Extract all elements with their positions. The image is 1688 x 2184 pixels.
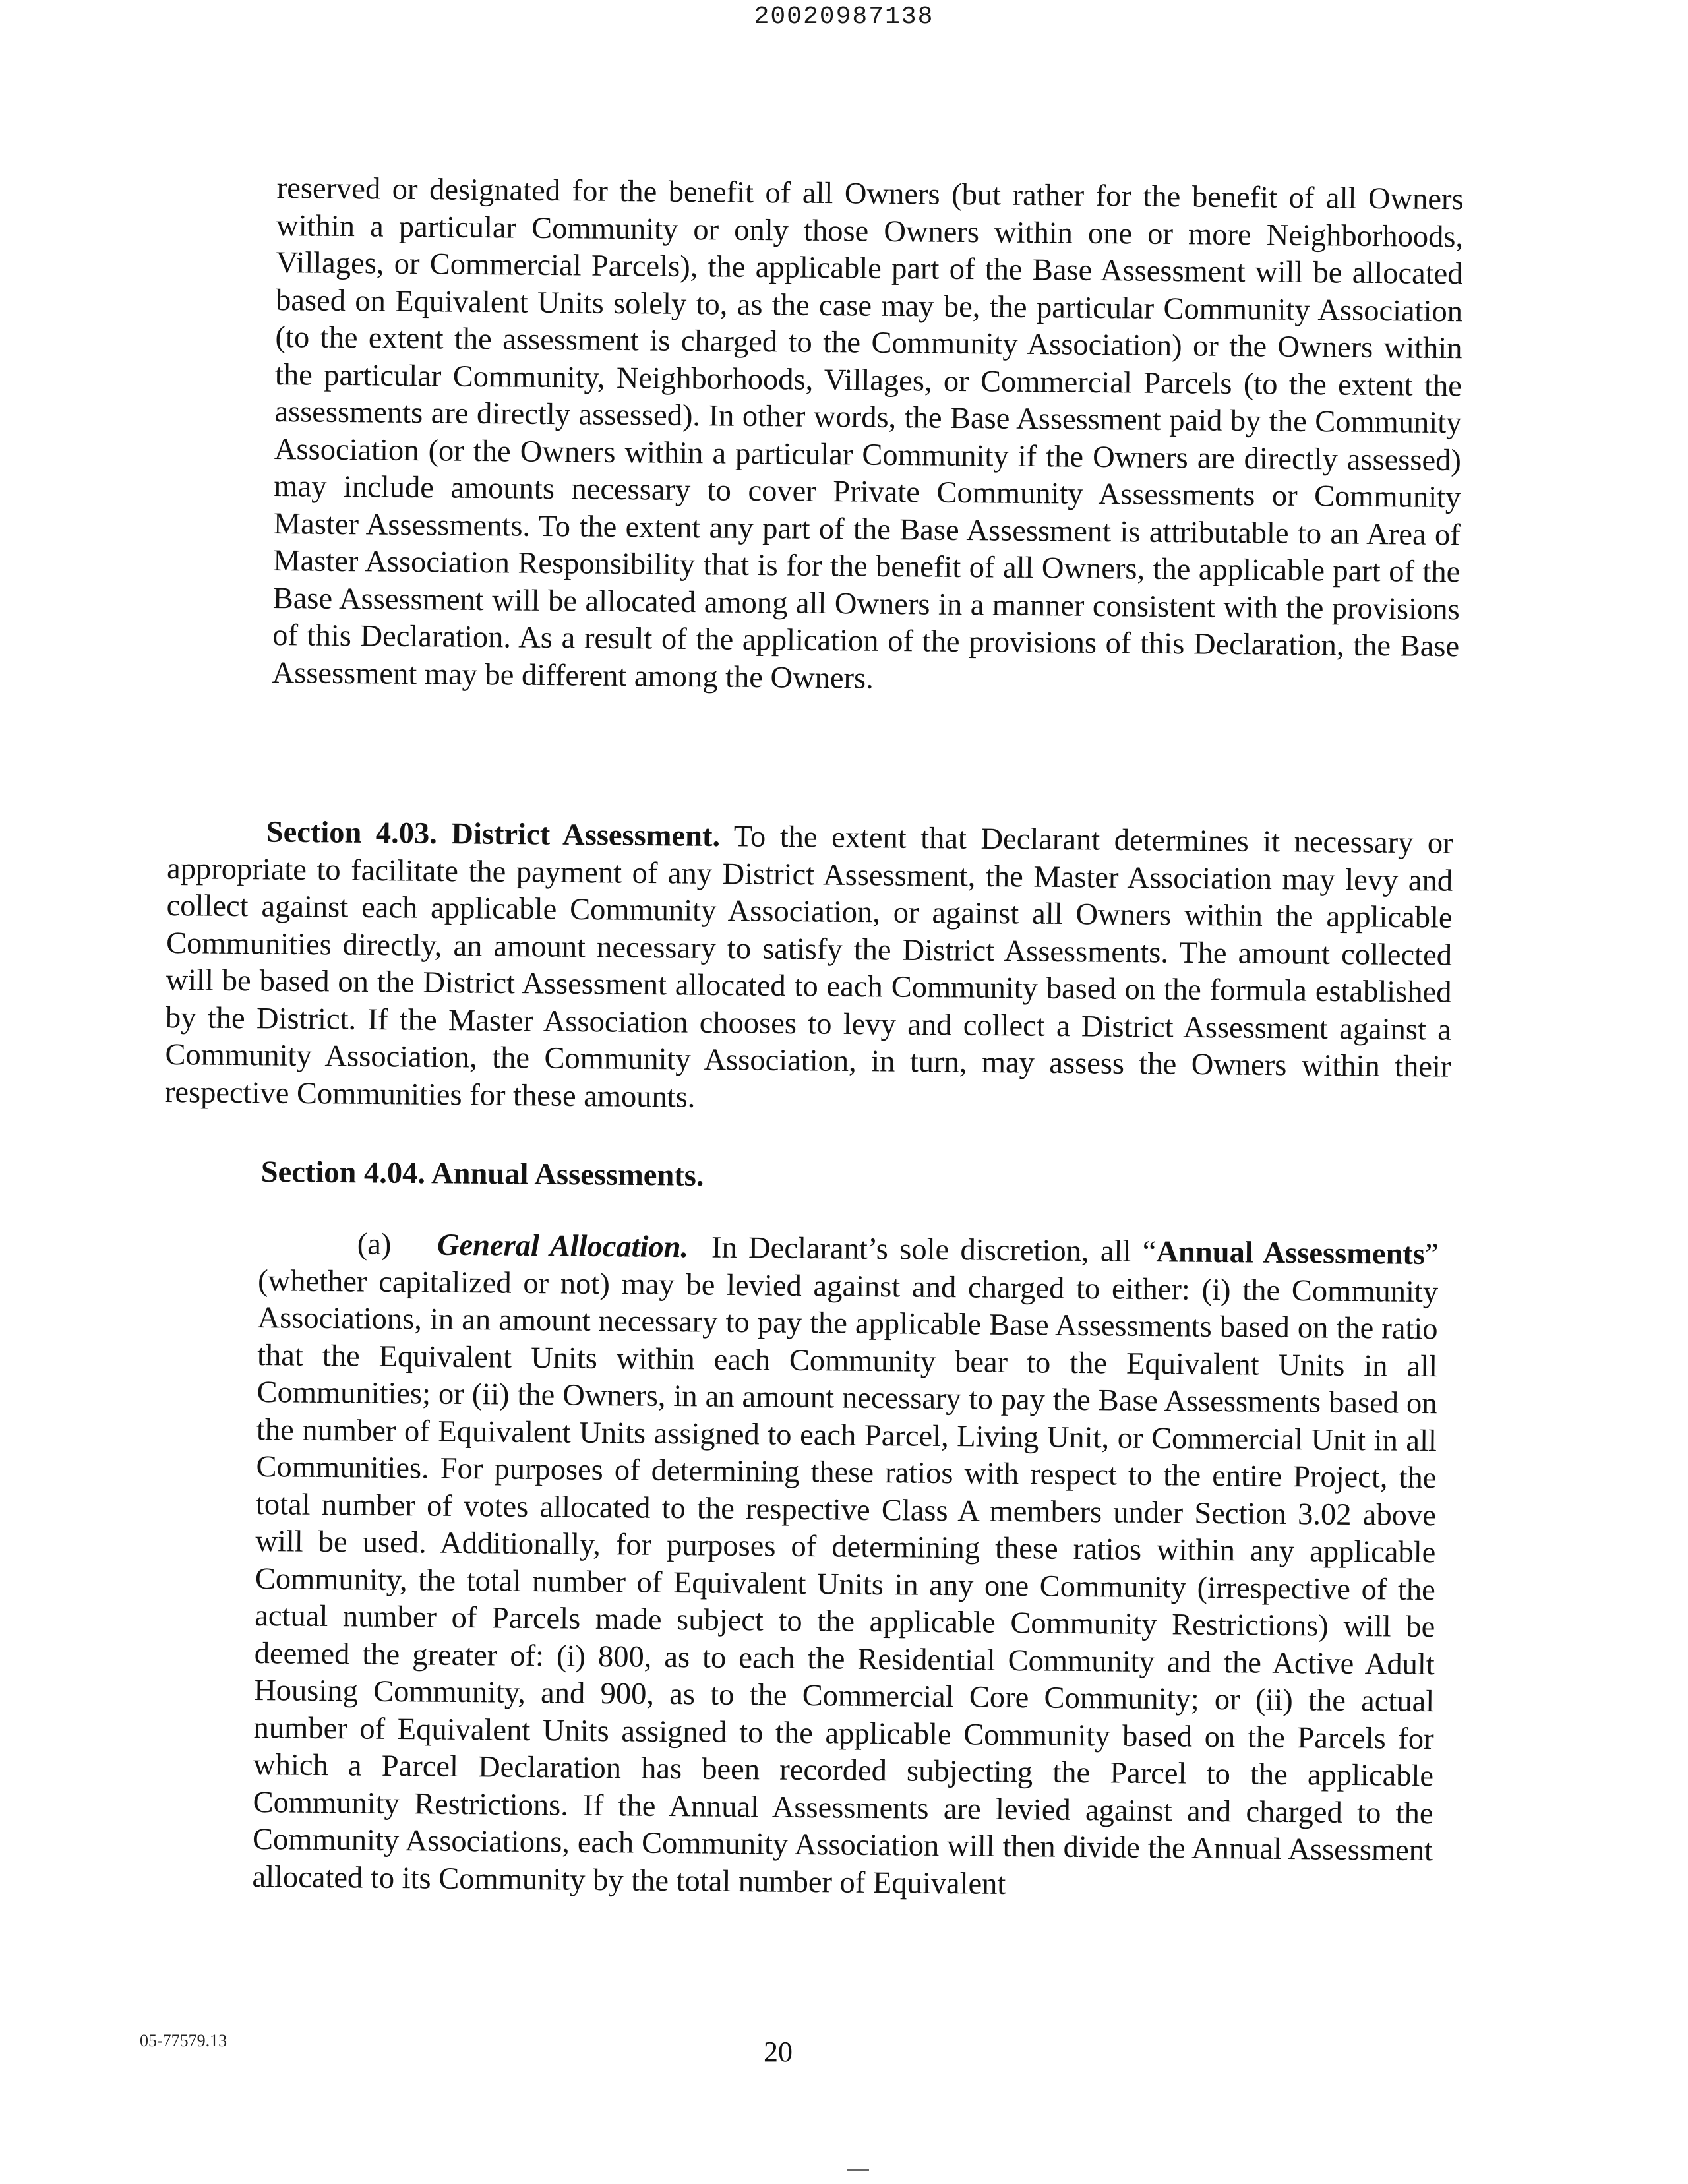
page-number: 20 xyxy=(764,2036,793,2068)
annual-assessments-term: Annual Assessments xyxy=(1156,1235,1426,1271)
section-4-03-paragraph xyxy=(165,813,1453,1124)
scan-mark xyxy=(847,2169,869,2171)
subsection-a-text-2: ” (whether capitalized or not) may be levied against and charged to either: (i) the Community Associations, in an amount necessary to pay the applicable Base Assessments based on the ratio that the Equivalent Units within each Community bear to the Equivalent Units in all Communities; or (ii) the Owners, in an amount necessary to pay the Base Assessments based on the number of Equivalent Units assigned to each Parcel, Living Unit, or Commercial Unit in all Communities. For purposes of determining these ratios with respect to the entire Project, the total number of votes allocated to the respective Class A members under Section 3.02 above will be used. Additionally, for purposes of determining these ratios within any applicable Community, the total number of Equivalent Units in any one Community (irrespective of the actual number of Parcels made subject to the applicable Community Restrictions) will be deemed the greater of: (i) 800, as to each the Residential Community and the Active Adult Housing Community, and 900, as to the Commercial Core Community; or (ii) the actual number of Equivalent Units assigned to the applicable Community based on the Parcels for which a Parcel Declaration has been recorded subjecting the Parcel to the applicable Community Restrictions. If the Annual Assessments are levied against and charged to the Community Associations, each Community Association will then divide the Annual Assessment allocated to its Community by the total number of Equivalent xyxy=(252,1237,1439,1901)
paragraph-base-assessment-continued: reserved or designated for the benefit of all Owners (but rather for the benefit of all Owners within a particular Community or only those Owners within one or more Neighborhoods, Villages, or Commercial Parcels), the applicable part of the Base Assessment will be allocated based on Equivalent Units solely to, as the case may be, the particular Community Association (to the extent the assessment is charged to the Community Association) or the Owners within the particular Community, Neighborhoods, Villages, or Commercial Parcels (to the extent the assessments are directly assessed). In other words, the Base Assessment paid by the Community Association (or the Owners within a particular Community if the Owners are directly assessed) may include amounts necessary to cover Private Community Assessments or Community Master Assessments. To the extent any part of the Base Assessment is attributable to an Area of Master Association Responsibility that is for the benefit of all Owners, the applicable part of the Base Assessment will be allocated among all Owners in a manner consistent with the provisions of this Declaration. As a result of the application of the provisions of this Declaration, the Base Assessment may be different among the Owners. xyxy=(272,171,1464,696)
section-4-03-heading: Section 4.03. District Assessment. xyxy=(266,815,721,854)
footer-document-id: 05-77579.13 xyxy=(140,2031,227,2050)
subsection-a-paragraph xyxy=(252,1225,1439,1907)
section-4-03-body: To the extent that Declarant determines it necessary or appropriate to facilitate the payment of any District Assessment, the Master Association may levy and collect against each applicable Community Association, or against all Owners within the applicable Communities directly, an amount necessary to satisfy the District Assessments. The amount collected will be based on the District Assessment allocated to each Community based on the formula established by the District. If the Master Association chooses to levy and collect a District Assessment against a Community Association, the Community Association, in turn, may assess the Owners within their respective Communities for these amounts. xyxy=(164,820,1453,1114)
subsection-a-text-1: In Declarant’s sole discretion, all “ xyxy=(711,1230,1157,1269)
section-4-04-heading: Section 4.04. Annual Assessments. xyxy=(260,1155,704,1193)
document-number: 20020987138 xyxy=(754,3,934,31)
subsection-a-title: General Allocation. xyxy=(437,1228,689,1265)
subsection-a-label: (a) xyxy=(357,1227,392,1261)
